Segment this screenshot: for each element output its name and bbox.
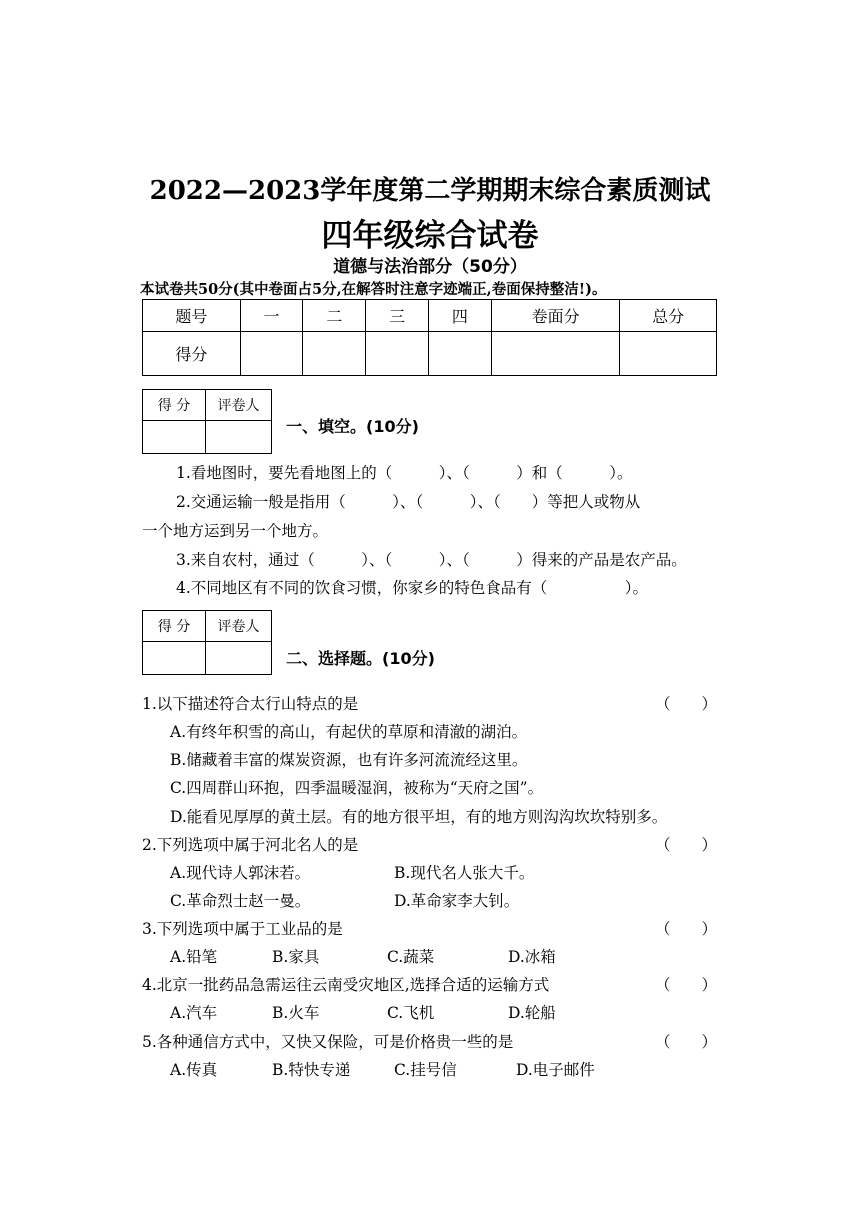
choice-question-2: 2.下列选项中属于河北名人的是 xyxy=(142,836,359,854)
exam-notice: 本试卷共50分(其中卷面占5分,在解答时注意字迹端正,卷面保持整洁!)。 xyxy=(140,281,607,298)
score-cell[interactable] xyxy=(620,332,717,376)
grader-box xyxy=(142,389,272,454)
answer-paren[interactable]: （ ） xyxy=(655,1033,718,1051)
choice-question-4: 4.北京一批药品急需运往云南受灾地区,选择合适的运输方式 xyxy=(142,976,550,994)
option-a: A.有终年积雪的高山，有起伏的草原和清澈的湖泊。 xyxy=(170,723,528,741)
score-table-header: 四 xyxy=(429,300,492,332)
exam-title: 2022—2023学年度第二学期期末综合素质测试 xyxy=(149,176,711,206)
grader-box xyxy=(142,610,272,675)
score-table-header: 卷面分 xyxy=(491,300,620,332)
grader-score-cell[interactable] xyxy=(143,421,206,454)
exam-subtitle: 四年级综合试卷 xyxy=(321,218,539,254)
score-table-header: 总分 xyxy=(620,300,717,332)
option-d: D.革命家李大钊。 xyxy=(394,892,520,910)
choice-question-3: 3.下列选项中属于工业品的是 xyxy=(142,920,343,938)
option-d: D.电子邮件 xyxy=(516,1061,595,1079)
fill-question-3: 3.来自农村，通过（ ）、（ ）、（ ）得来的产品是农产品。 xyxy=(176,551,687,569)
option-a: A.传真 xyxy=(170,1061,218,1079)
answer-paren[interactable]: （ ） xyxy=(655,976,718,994)
option-b: B.火车 xyxy=(272,1004,320,1022)
grader-score-label: 得 分 xyxy=(143,611,206,642)
score-table-header: 二 xyxy=(303,300,366,332)
fill-question-4: 4.不同地区有不同的饮食习惯，你家乡的特色食品有（ ）。 xyxy=(176,579,649,597)
fill-question-2-cont: 一个地方运到另一个地方。 xyxy=(142,522,329,540)
option-b: B.特快专递 xyxy=(272,1061,351,1079)
option-d: D.冰箱 xyxy=(508,948,556,966)
grader-score-label: 得 分 xyxy=(143,390,206,421)
grader-name-label: 评卷人 xyxy=(206,390,272,421)
fill-question-1: 1.看地图时，要先看地图上的（ ）、（ ）和（ ）。 xyxy=(176,464,633,482)
option-c: C.蔬菜 xyxy=(387,948,435,966)
section-part-title: 道德与法治部分（50分） xyxy=(333,257,527,277)
answer-paren[interactable]: （ ） xyxy=(655,920,718,938)
option-a: A.汽车 xyxy=(170,1004,218,1022)
grader-name-cell[interactable] xyxy=(206,421,272,454)
option-c: C.挂号信 xyxy=(394,1061,457,1079)
fill-question-2: 2.交通运输一般是指用（ ）、（ ）、（ ）等把人或物从 xyxy=(176,493,641,511)
score-row-label: 得分 xyxy=(143,332,241,376)
score-table-header: 一 xyxy=(240,300,303,332)
choice-question-1: 1.以下描述符合太行山特点的是 xyxy=(142,695,359,713)
section1-heading: 一、填空。(10分) xyxy=(286,417,419,436)
score-table-header: 题号 xyxy=(143,300,241,332)
option-d: D.能看见厚厚的黄土层。有的地方很平坦，有的地方则沟沟坎坎特别多。 xyxy=(170,808,668,826)
option-a: A.铅笔 xyxy=(170,948,218,966)
option-c: C.四周群山环抱，四季温暖湿润，被称为“天府之国”。 xyxy=(170,779,544,797)
option-b: B.家具 xyxy=(272,948,320,966)
choice-question-5: 5.各种通信方式中，又快又保险，可是价格贵一些的是 xyxy=(142,1033,514,1051)
answer-paren[interactable]: （ ） xyxy=(655,836,718,854)
score-table xyxy=(142,299,717,376)
score-cell[interactable] xyxy=(429,332,492,376)
option-b: B.现代名人张大千。 xyxy=(394,864,535,882)
option-b: B.储藏着丰富的煤炭资源，也有许多河流流经这里。 xyxy=(170,751,528,769)
answer-paren[interactable]: （ ） xyxy=(655,695,718,713)
option-d: D.轮船 xyxy=(508,1004,556,1022)
score-table-header: 三 xyxy=(366,300,429,332)
score-cell[interactable] xyxy=(303,332,366,376)
grader-score-cell[interactable] xyxy=(143,642,206,675)
score-cell[interactable] xyxy=(491,332,620,376)
grader-name-label: 评卷人 xyxy=(206,611,272,642)
option-a: A.现代诗人郭沫若。 xyxy=(170,864,311,882)
grader-name-cell[interactable] xyxy=(206,642,272,675)
score-cell[interactable] xyxy=(366,332,429,376)
score-cell[interactable] xyxy=(240,332,303,376)
section2-heading: 二、选择题。(10分) xyxy=(286,649,435,668)
option-c: C.革命烈士赵一曼。 xyxy=(170,892,311,910)
option-c: C.飞机 xyxy=(387,1004,435,1022)
